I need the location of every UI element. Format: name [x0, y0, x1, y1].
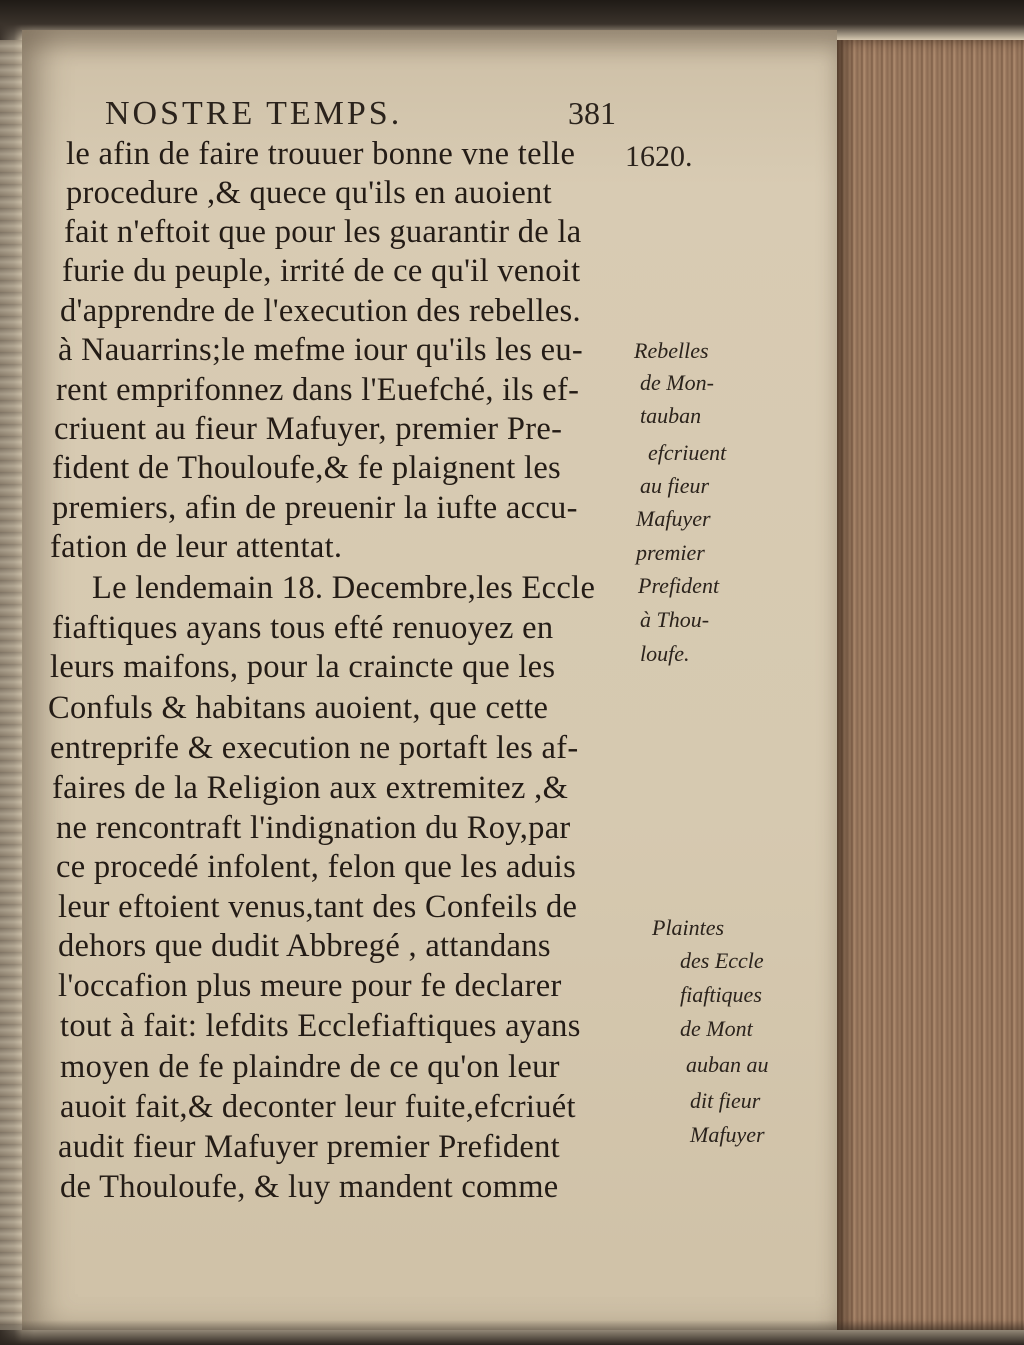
- note-line: fiaftiques: [680, 982, 762, 1007]
- bottom-shadow: [0, 1320, 1024, 1345]
- text-line: fident de Thouloufe,& fe plaignent les: [52, 450, 561, 486]
- text-line: leurs maifons, pour la craincte que les: [50, 649, 556, 685]
- note-line: premier: [636, 540, 705, 565]
- note-line: dit fieur: [690, 1088, 761, 1113]
- text-line: rent emprifonnez dans l'Euefché, ils ef-: [56, 372, 580, 408]
- text-line: auoit fait,& deconter leur fuite,efcriuét: [60, 1089, 576, 1125]
- text-line: ce procedé infolent, felon que les aduis: [56, 849, 577, 885]
- text-line: criuent au fieur Mafuyer, premier Pre-: [54, 411, 563, 447]
- text-line: premiers, afin de preuenir la iufte accu-: [52, 490, 578, 526]
- note-line: au fieur: [640, 473, 710, 498]
- text-line: Le lendemain 18. Decembre,les Eccle: [92, 570, 596, 606]
- note-line: des Eccle: [680, 948, 764, 973]
- running-head: NOSTRE TEMPS.: [105, 95, 403, 132]
- text-line: faires de la Religion aux extremitez ,&: [52, 770, 569, 806]
- note-line: efcriuent: [648, 440, 727, 465]
- text-line: d'apprendre de l'execution des rebelles.: [60, 293, 581, 329]
- note-line: loufe.: [640, 641, 690, 666]
- margin-year: 1620.: [625, 140, 693, 173]
- text-line: furie du peuple, irrité de ce qu'il venoit: [62, 253, 581, 289]
- note-line: Prefident: [638, 573, 720, 598]
- note-line: de Mont: [680, 1016, 753, 1041]
- note-line: à Thou-: [640, 607, 710, 632]
- text-line: fait n'eftoit que pour les guarantir de la: [64, 214, 582, 250]
- text-line: fation de leur attentat.: [50, 529, 343, 565]
- note-line: Mafuyer: [636, 506, 711, 531]
- page-number: 381: [568, 95, 616, 131]
- page-fore-edge: [837, 40, 1024, 1330]
- note-line: auban au: [686, 1052, 769, 1077]
- text-line: procedure ,& quece qu'ils en auoient: [66, 175, 552, 211]
- note-line: Plaintes: [652, 915, 725, 940]
- note-line: Mafuyer: [690, 1122, 765, 1147]
- text-line: entreprife & execution ne portaft les af-: [50, 730, 579, 766]
- text-line: le afin de faire trouuer bonne vne telle: [66, 136, 576, 172]
- text-line: tout à fait: lefdits Ecclefiaftiques ayans: [60, 1008, 581, 1044]
- text-line: de Thouloufe, & luy mandent comme: [60, 1169, 559, 1205]
- note-line: tauban: [640, 403, 702, 428]
- note-line: de Mon-: [640, 370, 714, 395]
- text-line: moyen de fe plaindre de ce qu'on leur: [60, 1049, 560, 1085]
- text-line: à Nauarrins;le mefme iour qu'ils les eu-: [58, 332, 584, 368]
- text-line: fiaftiques ayans tous efté renuoyez en: [52, 610, 554, 646]
- text-line: l'occafion plus meure pour fe declarer: [58, 968, 562, 1004]
- text-line: audit fieur Mafuyer premier Prefident: [58, 1129, 561, 1165]
- note-line: Rebelles: [634, 338, 709, 363]
- text-line: leur eftoient venus,tant des Confeils de: [58, 889, 578, 925]
- text-line: ne rencontraft l'indignation du Roy,par: [56, 810, 571, 846]
- text-line: Confuls & habitans auoient, que cette: [48, 690, 549, 726]
- text-line: dehors que dudit Abbregé , attandans: [58, 928, 551, 964]
